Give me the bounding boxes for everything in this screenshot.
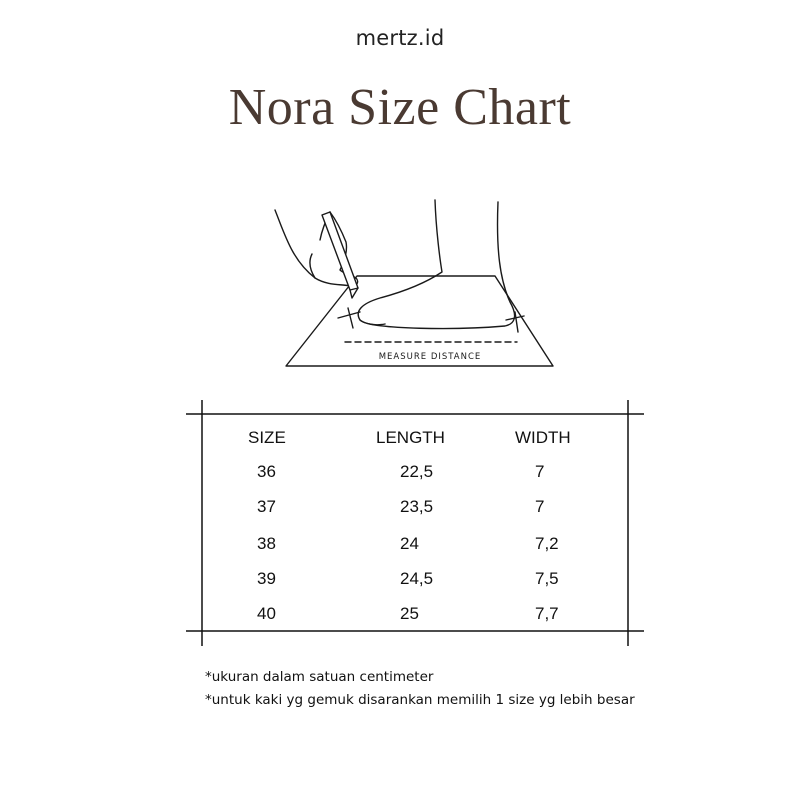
header-width: WIDTH: [515, 428, 571, 447]
size-cell: 40: [257, 604, 276, 623]
header-length: LENGTH: [376, 428, 445, 447]
length-cell: 25: [400, 604, 419, 623]
width-cell: 7,2: [535, 534, 559, 553]
length-cell: 23,5: [400, 497, 434, 516]
brand-name: mertz.id: [355, 26, 445, 50]
size-cell: 38: [257, 534, 276, 553]
length-cell: 24,5: [400, 569, 434, 588]
foot-measure-illustration: [260, 190, 580, 380]
size-cell: 36: [257, 462, 276, 481]
note-unit: *ukuran dalam satuan centimeter: [205, 669, 434, 685]
page-title: Nora Size Chart: [228, 79, 572, 136]
length-cell: 24: [400, 534, 419, 553]
size-cell: 39: [257, 569, 276, 588]
width-cell: 7: [535, 497, 545, 516]
width-cell: 7: [535, 462, 545, 481]
width-cell: 7,5: [535, 569, 559, 588]
size-cell: 37: [257, 497, 276, 516]
width-cell: 7,7: [535, 604, 559, 623]
note-size-advice: *untuk kaki yg gemuk disarankan memilih 1 size yg lebih besar: [205, 692, 635, 708]
length-cell: 22,5: [400, 462, 434, 481]
header-size: SIZE: [248, 428, 286, 447]
measure-label: MEASURE DISTANCE: [378, 352, 482, 362]
